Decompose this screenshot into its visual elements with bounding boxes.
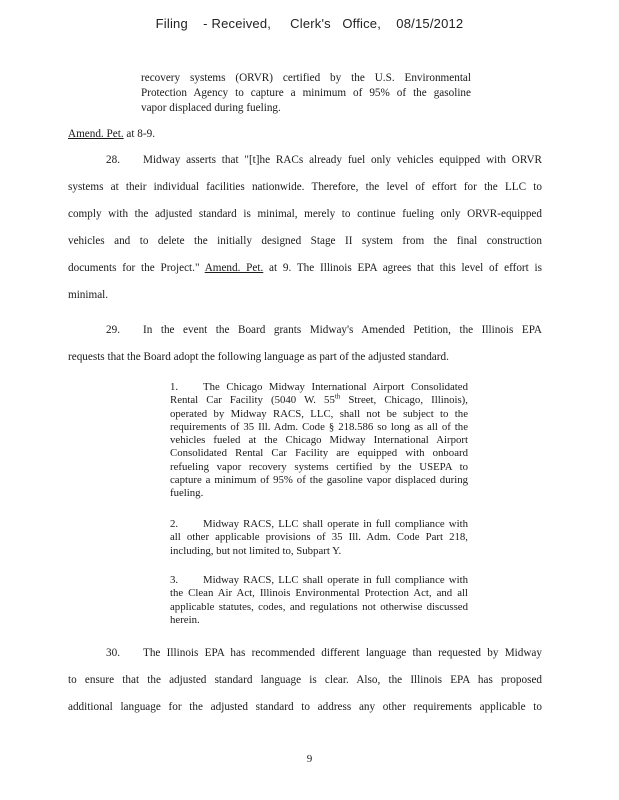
item-text: Midway RACS, LLC shall operate in full compliance with bbox=[203, 518, 468, 530]
item-text: including, but not limited to, Subpart Y. bbox=[170, 544, 342, 557]
item-text: The Chicago Midway International Airport Consolidated bbox=[203, 381, 468, 393]
para-line: to ensure that the adjusted standard language is clear. Also, the Illinois EPA has proposed bbox=[68, 674, 542, 686]
paragraph-28 bbox=[68, 153, 542, 315]
para-line: systems at their individual facilities nationwide. Therefore, the level of effort for the LLC to bbox=[68, 181, 542, 193]
paragraph-number: 30. bbox=[106, 647, 120, 659]
list-item bbox=[170, 574, 468, 627]
citation-ref: Amend. Pet. bbox=[204, 262, 264, 274]
para-line: requests that the Board adopt the following language as part of the adjusted standard. bbox=[68, 351, 449, 363]
item-text: capture a minimum of 95% of the gasoline vapor displaced during bbox=[170, 474, 468, 487]
item-text: fueling. bbox=[170, 487, 204, 500]
item-number: 2. bbox=[170, 518, 179, 530]
para-line: vehicles and to delete the initially designed Stage II system from the final construction bbox=[68, 235, 542, 247]
item-text: refueling vapor recovery systems certified by the USEPA to bbox=[170, 460, 468, 473]
item-text: herein. bbox=[170, 613, 200, 626]
para-text: In the event the Board grants Midway's Amended Petition, the Illinois EPA bbox=[143, 324, 542, 336]
item-text: Consolidated Rental Car Facility are equipped with onboard bbox=[170, 447, 468, 460]
quote-line: Protection Agency to capture a minimum of 95% of the gasoline bbox=[141, 87, 471, 99]
page-number: 9 bbox=[306, 753, 313, 765]
para-line bbox=[68, 153, 542, 180]
paragraph-29 bbox=[68, 323, 542, 377]
para-line bbox=[68, 646, 542, 673]
item-number: 3. bbox=[170, 574, 179, 586]
item-text: operated by Midway RACS, LLC, shall not be subject to the bbox=[170, 407, 468, 420]
citation bbox=[68, 127, 155, 142]
quote-line: vapor displaced during fueling. bbox=[141, 102, 281, 114]
paragraph-30 bbox=[68, 646, 542, 727]
item-number: 1. bbox=[170, 381, 179, 393]
filing-stamp-header: Filing - Received, Clerk's Office, 08/15/2012 bbox=[155, 16, 464, 31]
block-quote bbox=[141, 71, 471, 116]
list-item bbox=[170, 381, 468, 501]
item-text: Rental Car Facility (5040 W. 55 bbox=[170, 394, 335, 407]
superscript: th bbox=[334, 392, 341, 401]
para-text: Midway asserts that "[t]he RACs already fuel only vehicles equipped with ORVR bbox=[143, 154, 542, 166]
para-line bbox=[68, 323, 542, 350]
item-text: Street, Chicago, Illinois), bbox=[340, 394, 468, 407]
quote-line: recovery systems (ORVR) certified by the U.S. Environmental bbox=[141, 72, 471, 84]
item-text: requirements of 35 Ill. Adm. Code § 218.586 so long as all of the bbox=[170, 420, 468, 433]
para-line: comply with the adjusted standard is minimal, merely to continue fueling only ORVR-equipped bbox=[68, 208, 542, 220]
item-text: the Clean Air Act, Illinois Environmental Protection Act, and all bbox=[170, 587, 468, 600]
para-text: The Illinois EPA has recommended different language than requested by Midway bbox=[143, 647, 542, 659]
para-line: minimal. bbox=[68, 289, 109, 301]
para-text: at 9. The Illinois EPA agrees that this level of effort is bbox=[263, 262, 542, 274]
citation-ref: Amend. Pet. bbox=[68, 128, 124, 140]
list-item bbox=[170, 518, 468, 558]
paragraph-number: 28. bbox=[106, 154, 120, 166]
item-text: all other applicable provisions of 35 Ill. Adm. Code Part 218, bbox=[170, 531, 468, 544]
item-text: applicable statutes, codes, and regulations not otherwise discussed bbox=[170, 600, 468, 613]
para-text: documents for the Project." bbox=[68, 262, 200, 274]
paragraph-number: 29. bbox=[106, 324, 120, 336]
para-line bbox=[68, 261, 542, 288]
para-line: additional language for the adjusted standard to address any other requirements applicable to bbox=[68, 701, 542, 713]
citation-pages: at 8-9. bbox=[123, 128, 156, 140]
item-text: Midway RACS, LLC shall operate in full compliance with bbox=[203, 574, 468, 586]
item-text: vehicles fueled at the Chicago Midway International Airport bbox=[170, 434, 468, 447]
